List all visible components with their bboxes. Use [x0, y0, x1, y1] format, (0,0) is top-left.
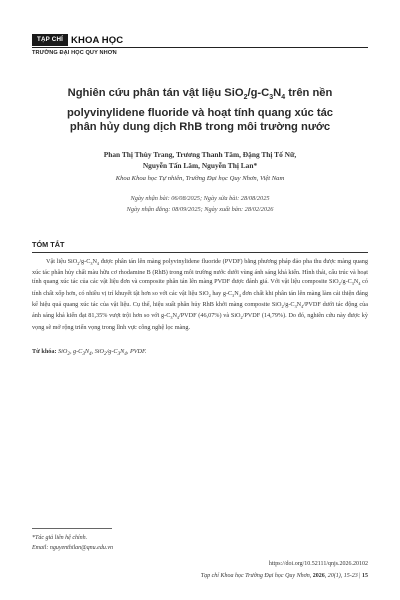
citation-year: 2026 — [312, 573, 325, 579]
keywords-text: SiO$_2$, $g-C_3N_4$, $SiO_2/g-C_3N_4$, PVDF. — [58, 348, 147, 358]
doi-link[interactable]: https://doi.org/10.52111/qnjs.2026.20102 — [268, 561, 368, 567]
title-line-1: Nghiên cứu phân tán vật liệu $SiO_2/g-C_3N_4$ trên nền — [67, 87, 333, 102]
journal-header — [32, 34, 368, 56]
citation-volume: , 20(1), 15-23 — [324, 573, 358, 579]
abstract-heading: TÓM TẮT — [32, 240, 65, 249]
dates-line-2: Ngày nhận đăng: 08/09/2025; Ngày xuất bản: 28/02/2026 — [126, 206, 274, 213]
title-line-3: phân hủy dung dịch RhB trong môi trường nước — [69, 121, 331, 134]
author-list — [40, 149, 360, 171]
authors-line-1: Phan Thị Thùy Trang, Trương Thanh Tâm, Đặng Thị Tố Nữ, — [103, 150, 297, 159]
journal-main-label: KHOA HỌC — [71, 34, 124, 46]
abstract-rule — [32, 252, 368, 253]
journal-masthead — [32, 34, 368, 46]
keywords — [32, 348, 368, 357]
corresponding-author-note: *Tác giả liên hệ chính. — [32, 535, 88, 541]
dates-line-1: Ngày nhận bài: 06/08/2025; Ngày sửa bài: 28/08/2025 — [130, 195, 270, 202]
keywords-label: Từ khóa: — [32, 348, 57, 355]
journal-citation — [201, 573, 368, 579]
citation-journal: Tạp chí Khoa học Trường Đại học Quy Nhơn, — [200, 573, 312, 579]
abstract-text: Vật liệu $SiO_2/g-C_3N_4$ được phân tán lên màng polyvinylidene fluoride (PVDF) bằng phương pháp đảo pha thu được màng quang xúc tác phân hủy chất màu hữu cơ rhodamine B (RhB) trong môi trường nước dưới vùng ánh sáng khả kiến. Hình thái, cấu trúc và hoạt tính quang xúc tác của các vật liệu đơn và composite phân tán lên màng PVDF được đánh giá. Với vật liệu composite $SiO_2/g-C_3N_4$ có tính chất xốp hơn, có nhiều vị trí khuyết tật hơn so với các vật liệu SiO$_2$ hay $g-C_3N_4$ đơn chất khi phân tán lên màng làm cải thiện đáng kể hiệu quả quang xúc tác của vật liệu. Cụ thể, hiệu suất phân hủy RhB khởi màng composite $SiO_2/g-C_3N_4$/PVDF dưới tác động của ánh sáng khả kiến đạt 81,35% vượt trội hơn so với $g-C_3N_4$/PVDF (46,07%) và SiO$_2$/PVDF (14,79%). Do đó, nghiên cứu này được kỳ vọng sẽ mở rộng triển vọng trong lĩnh vực công nghệ lọc màng. — [32, 258, 368, 331]
affiliation: Khoa Khoa học Tự nhiên, Trường Đại học Quy Nhơn, Việt Nam — [115, 175, 285, 182]
university-name: TRƯỜNG ĐẠI HỌC QUY NHƠN — [32, 50, 117, 57]
citation-separator: | — [357, 573, 362, 579]
page-number: 15 — [362, 573, 368, 579]
journal-label-box: TẠP CHÍ — [32, 34, 68, 46]
authors-line-2: Nguyễn Tấn Lâm, Nguyễn Thị Lan* — [142, 161, 258, 170]
footnotes — [32, 533, 113, 553]
article-dates — [40, 193, 360, 215]
footnote-rule — [32, 528, 112, 529]
title-line-2: polyvinylidene fluoride và hoạt tính quang xúc tác — [66, 106, 334, 119]
header-rule — [32, 47, 368, 48]
author-email[interactable]: Email: nguyenthilan@qnu.edu.vn — [32, 545, 114, 551]
article-title — [40, 86, 360, 135]
